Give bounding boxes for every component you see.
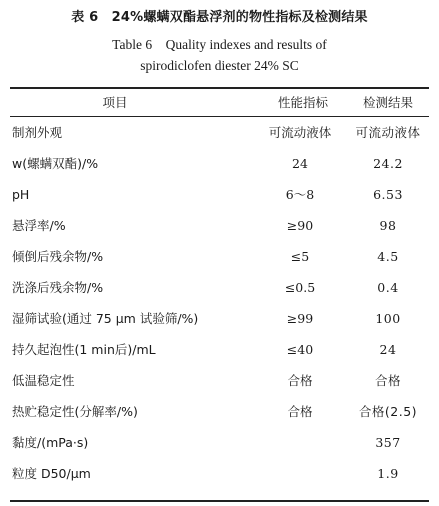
table-row [0, 149, 439, 178]
row-item: 热贮稳定性(分解率/%) [12, 404, 138, 419]
row-spec [255, 459, 345, 488]
row-item: pH [12, 187, 30, 202]
row-result: 0.4 [377, 280, 399, 295]
row-result: 可流动液体 [355, 125, 421, 140]
row-spec: 24 [292, 156, 308, 171]
row-result: 357 [375, 435, 401, 450]
table-row [0, 273, 439, 302]
table-row [0, 304, 439, 333]
row-item: 低温稳定性 [12, 373, 75, 388]
table-top-rule [10, 87, 429, 89]
row-spec: ≤40 [286, 342, 314, 357]
table-caption-cn: 表 6 24%螺螨双酯悬浮剂的物性指标及检测结果 [71, 10, 368, 25]
row-spec: ≤5 [290, 249, 310, 264]
table-caption-en-line1: Table 6 Quality indexes and results of [112, 37, 327, 52]
table-row [0, 180, 439, 209]
row-spec: 合格 [287, 404, 313, 419]
row-result: 1.9 [377, 466, 399, 481]
row-result: 98 [379, 218, 397, 233]
table-row [0, 335, 439, 364]
row-spec: 可流动液体 [268, 125, 332, 140]
table-row [0, 397, 439, 426]
row-item: w(螺螨双酯)/% [12, 156, 99, 171]
header-result: 检测结果 [362, 95, 413, 110]
row-item: 洗涤后残余物/% [12, 280, 104, 295]
row-item: 黏度/(mPa·s) [12, 435, 89, 450]
table-caption-en-line2: spirodiclofen diester 24% SC [140, 58, 299, 73]
row-spec: 合格 [287, 373, 313, 388]
row-item: 制剂外观 [12, 125, 63, 140]
row-result: 24 [379, 342, 397, 357]
row-item: 持久起泡性(1 min后)/mL [12, 342, 156, 357]
row-spec: ≥90 [286, 218, 314, 233]
header-item: 项目 [102, 95, 128, 110]
row-result: 24.2 [373, 156, 403, 171]
row-result: 100 [375, 311, 401, 326]
row-spec: ≤0.5 [284, 280, 316, 295]
table-row [0, 428, 439, 457]
table-row [0, 459, 439, 488]
row-item: 粒度 D50/μm [12, 466, 91, 481]
row-spec: ≥99 [286, 311, 314, 326]
row-spec: 6～8 [285, 187, 315, 202]
table-row [0, 242, 439, 271]
table-row [0, 211, 439, 240]
row-item: 湿筛试验(通过 75 μm 试验筛/%) [12, 311, 199, 326]
row-result: 合格 [374, 373, 401, 388]
table-row [0, 366, 439, 395]
row-item: 悬浮率/% [12, 218, 66, 233]
row-spec [255, 428, 345, 457]
row-result: 合格(2.5) [358, 404, 418, 419]
table-bottom-rule [10, 500, 429, 502]
row-result: 6.53 [373, 187, 403, 202]
row-item: 倾倒后残余物/% [12, 249, 104, 264]
header-spec: 性能指标 [277, 95, 328, 110]
table-header-rule [10, 116, 429, 117]
table-row [0, 118, 439, 147]
row-result: 4.5 [377, 249, 399, 264]
